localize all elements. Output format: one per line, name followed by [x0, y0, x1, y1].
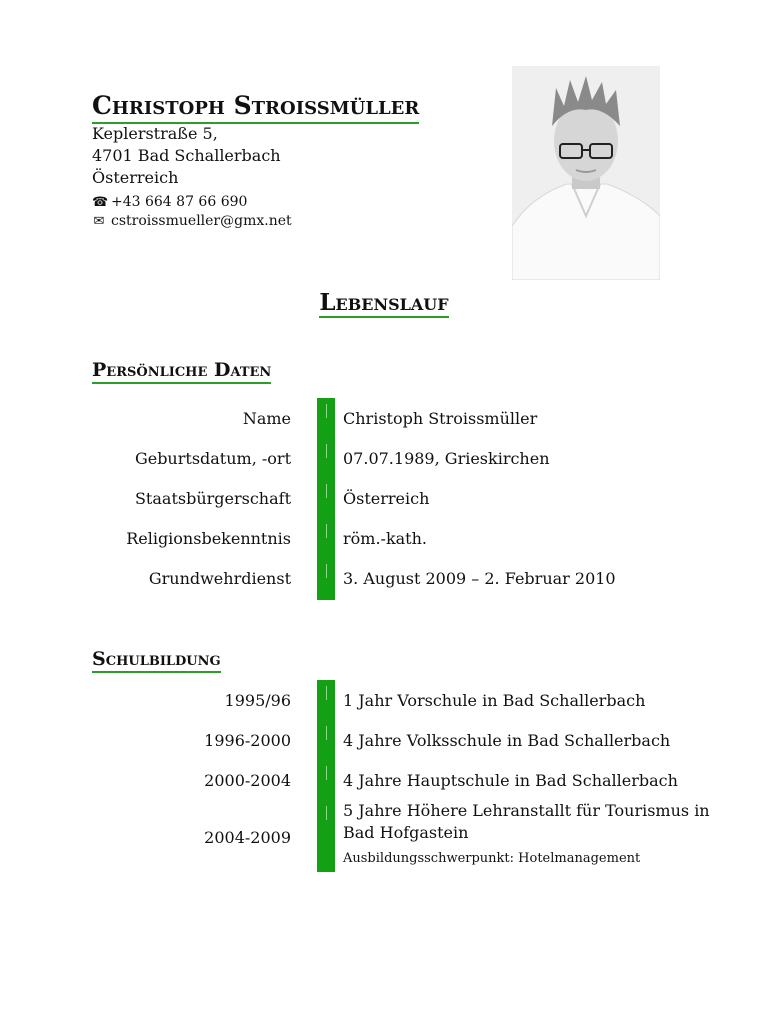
- personal-label-military: Grundwehrdienst: [148, 569, 291, 588]
- school-value-4-line1: 5 Jahre Höhere Lehranstallt für Tourismus in: [343, 801, 710, 820]
- portrait-photo: [512, 66, 660, 280]
- telephone-icon: ☎: [92, 195, 109, 210]
- phone-number: +43 664 87 66 690: [111, 194, 248, 210]
- personal-value-military: 3. August 2009 – 2. Februar 2010: [343, 569, 616, 588]
- school-note-4: Ausbildungsschwerpunkt: Hotelmanagement: [343, 851, 641, 866]
- phone-row: [92, 193, 292, 212]
- school-label-4: 2004-2009: [204, 828, 291, 847]
- personal-label-name: Name: [242, 409, 291, 428]
- school-accent-bar: [317, 680, 335, 872]
- bar-tick: [326, 806, 327, 820]
- personal-value-religion: röm.-kath.: [343, 529, 427, 548]
- section-heading-school: Schulbildung: [92, 647, 221, 673]
- envelope-icon: ✉: [93, 214, 105, 229]
- address-block: [92, 123, 281, 189]
- bar-tick: [326, 444, 327, 458]
- address-street: Keplerstraße 5,: [92, 124, 218, 143]
- address-country: Österreich: [92, 168, 179, 187]
- personal-label-citizenship: Staatsbürgerschaft: [134, 489, 291, 508]
- email-address[interactable]: cstroissmueller@gmx.net: [111, 213, 292, 229]
- school-value-4-line2: Bad Hofgastein: [343, 823, 469, 842]
- address-city: 4701 Bad Schallerbach: [92, 146, 281, 165]
- applicant-name: Christoph Stroissmüller: [92, 90, 419, 124]
- document-title-text: Lebenslauf: [319, 289, 449, 316]
- contact-block: [92, 193, 292, 231]
- personal-label-birth: Geburtsdatum, -ort: [134, 449, 291, 468]
- document-title: [0, 288, 768, 318]
- bar-tick: [326, 564, 327, 578]
- school-value-3: 4 Jahre Hauptschule in Bad Schallerbach: [343, 771, 678, 790]
- school-value-1: 1 Jahr Vorschule in Bad Schallerbach: [343, 691, 646, 710]
- section-heading-personal: Persönliche Daten: [92, 358, 271, 384]
- school-label-3: 2000-2004: [204, 771, 291, 790]
- bar-tick: [326, 686, 327, 700]
- bar-tick: [326, 766, 327, 780]
- bar-tick: [326, 484, 327, 498]
- personal-value-name: Christoph Stroissmüller: [343, 409, 538, 428]
- personal-value-birth: 07.07.1989, Grieskirchen: [343, 449, 550, 468]
- personal-label-religion: Religionsbekenntnis: [126, 529, 291, 548]
- personal-value-citizenship: Österreich: [343, 489, 430, 508]
- school-value-2: 4 Jahre Volksschule in Bad Schallerbach: [343, 731, 671, 750]
- school-label-2: 1996-2000: [204, 731, 291, 750]
- bar-tick: [326, 524, 327, 538]
- bar-tick: [326, 404, 327, 418]
- portrait-illustration: [512, 66, 660, 280]
- school-label-1: 1995/96: [224, 691, 291, 710]
- personal-accent-bar: [317, 398, 335, 600]
- bar-tick: [326, 726, 327, 740]
- email-row: [92, 212, 292, 231]
